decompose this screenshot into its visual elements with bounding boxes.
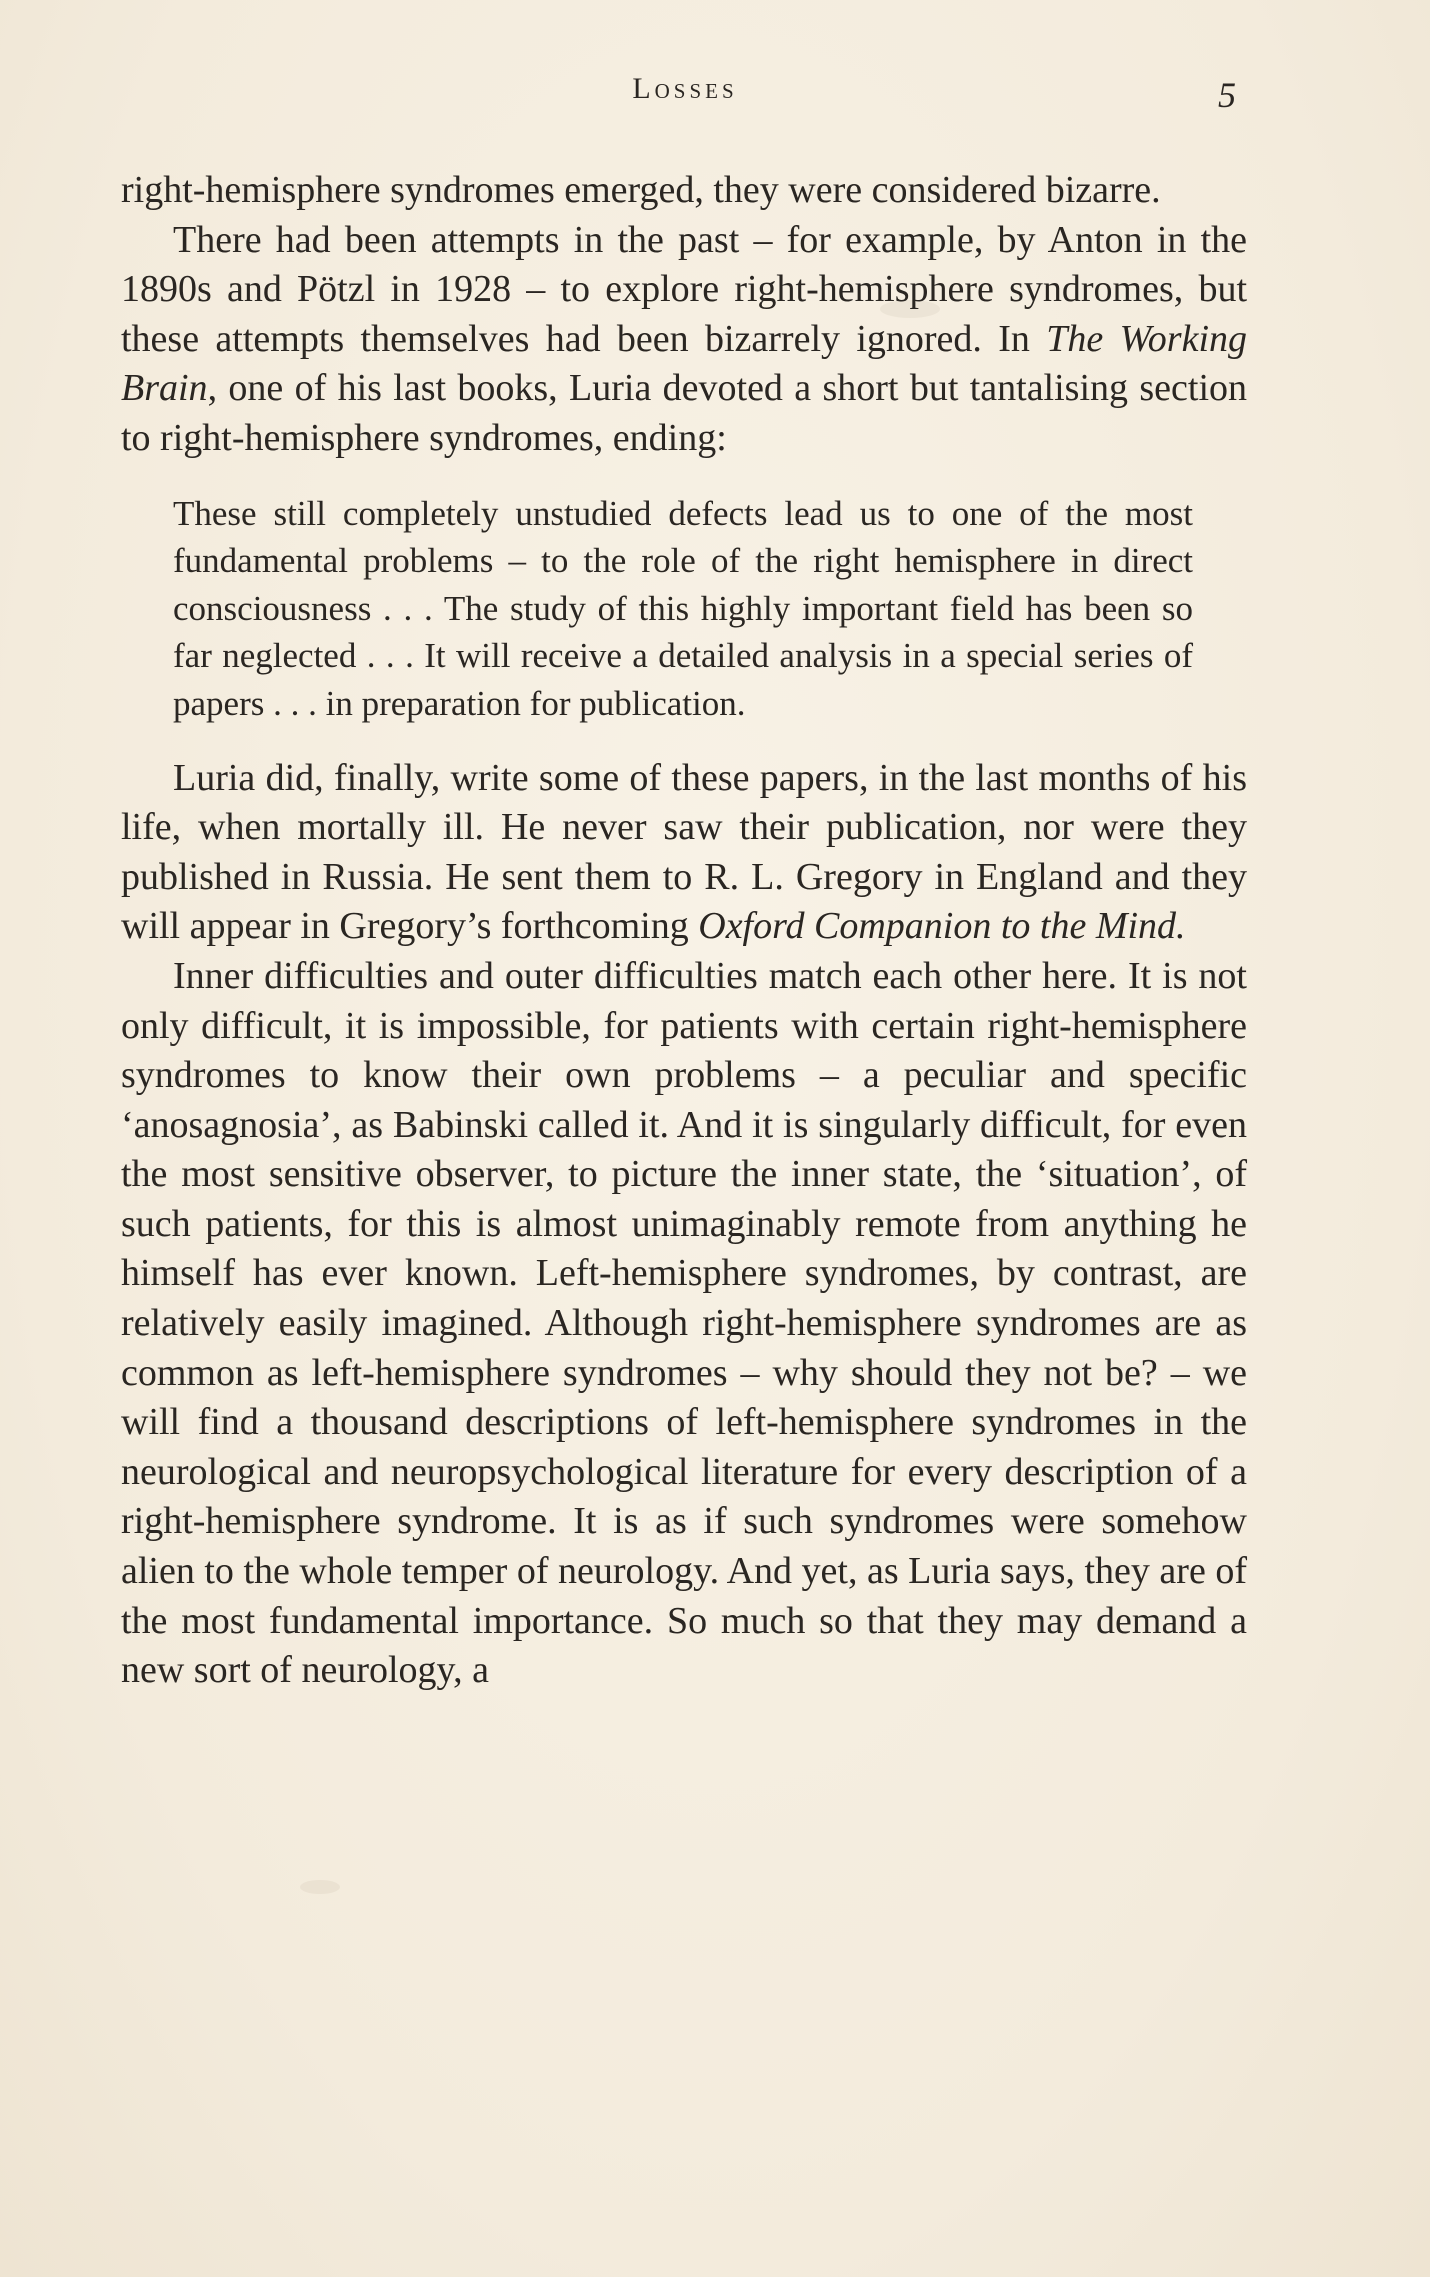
paper-blemish — [300, 1880, 340, 1894]
paragraph-text: There had been attempts in the past – for example, by Anton in the 1890s and Pötzl in 1928 – to explore right-hemisphere syndromes, but these attempts themselves had been bizarrely ignored. In — [121, 218, 1247, 360]
running-title: Losses — [632, 72, 738, 105]
block-quote: These still completely unstudied defects lead us to one of the most fundamental problems – to the role of the right hemisphere in direct consciousness . . . The study of this highly important field has been so far neglected . . . It will receive a detailed analysis in a special series of papers . . . in preparation for publication. — [173, 493, 1193, 723]
book-title-working-brain: The Working Brain — [121, 317, 1248, 410]
body-text — [121, 166, 1247, 1696]
page-number: 5 — [1218, 75, 1236, 115]
paragraph-continued: right-hemisphere syndromes emerged, they were considered bizarre. — [121, 169, 1161, 211]
paragraph-inner-difficulties: Inner difficulties and outer difficulties match each other here. It is not only difficult, it is impossible, for patients with certain right-hemisphere syndromes to know their own problems – a peculiar and specific ‘anosagnosia’, as Babinski called it. And it is singularly difficult, for even the most sensitive observer, to picture the inner state, the ‘situation’, of such patients, for this is almost unimaginably remote from anything he himself has ever known. Left-hemisphere syndromes, by contrast, are relatively easily imagined. Although right-hemisphere syndromes are as common as left-hemisphere syndromes – why should they not be? – we will find a thousand descriptions of left-hemisphere syndromes in the neurological and neuropsychological literature for every description of a right-hemisphere syndrome. It is as if such syndromes were somehow alien to the whole temper of neurology. And yet, as Luria says, they are of the most fundamental importance. So much so that they may demand a new sort of neurology, a — [121, 954, 1247, 1692]
paragraph-text: , one of his last books, Luria devoted a short but tantalising section to right-hemisphere syndromes, ending: — [121, 367, 1247, 459]
paragraph-attempts — [121, 216, 1247, 464]
paragraph-text: Luria did, finally, write some of these papers, in the last months of his life, when mortally ill. He never saw their publication, nor were they published in Russia. He sent them to R. L. Gregory in England and they will appear in Gregory’s forthcoming — [121, 756, 1247, 948]
paragraph-luria-papers — [121, 754, 1247, 952]
book-title-oxford-companion: Oxford Companion to the Mind. — [698, 905, 1186, 948]
running-head — [0, 72, 1430, 115]
